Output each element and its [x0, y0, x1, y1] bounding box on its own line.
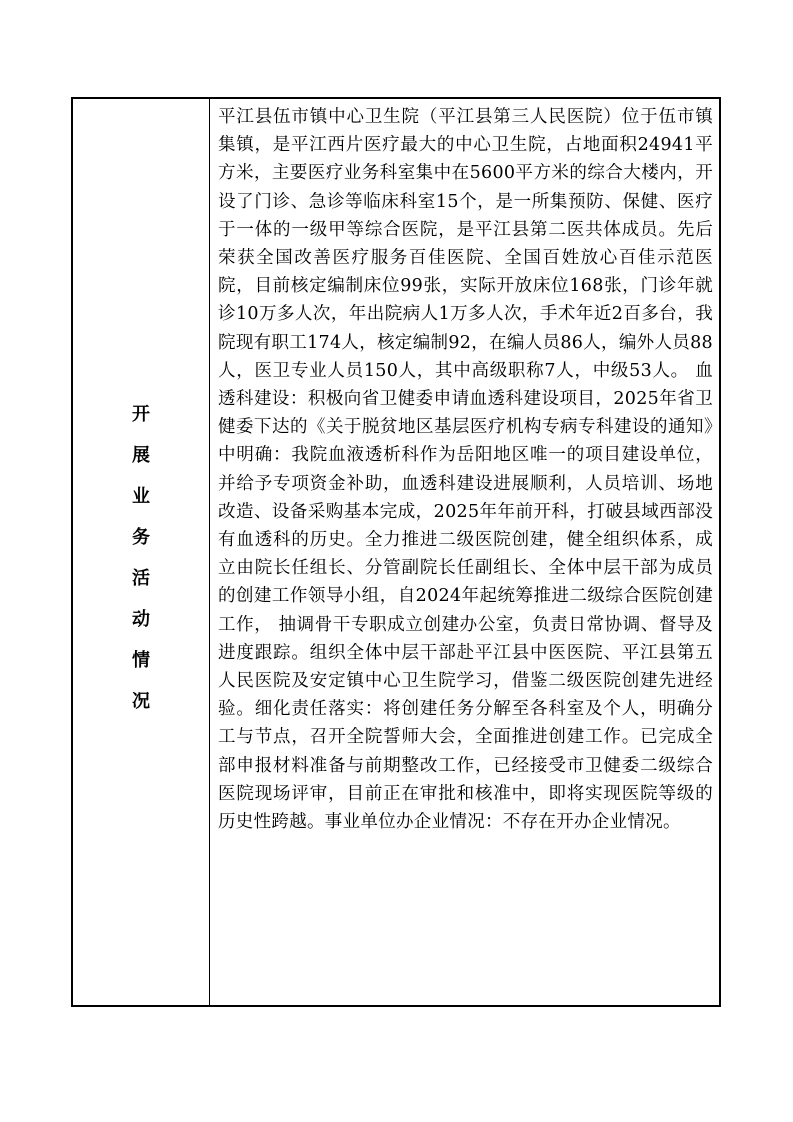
label-char: 开 [132, 404, 150, 425]
label-char: 业 [132, 486, 150, 507]
report-table [71, 97, 721, 1007]
section-label [132, 394, 150, 722]
section-label-cell [73, 99, 210, 1005]
section-content-cell [210, 99, 719, 1005]
label-char: 展 [132, 445, 150, 466]
label-char: 况 [132, 691, 150, 712]
label-char: 情 [132, 650, 150, 671]
label-char: 务 [132, 527, 150, 548]
label-char: 活 [132, 568, 150, 589]
section-content-text: 平江县伍市镇中心卫生院（平江县第三人民医院）位于伍市镇集镇，是平江西片医疗最大的中心卫生院，占地面积24941平方米，主要医疗业务科室集中在5600平方米的综合大楼内，开设了门诊、急诊等临床科室15个，是一所集预防、保健、医疗于一体的一级甲等综合医院，是平江县第二医共体成员。先后荣获全国改善医疗服务百佳医院、全国百姓放心百佳示范医院，目前核定编制床位99张，实际开放床位168张，门诊年就诊10万多人次，年出院病人1万多人次，手术年近2百多台，我院现有职工174人，核定编制92，在编人员86人，编外人员88人，医卫专业人员150人，其中高级职称7人，中级53人。 血透科建设：积极向省卫健委申请血透科建设项目，2025年省卫健委下达的《关于脱贫地区基层医疗机构专病专科建设的通知》中明确：我院血液透析科作为岳阳地区唯一的项目建设单位，并给予专项资金补助，血透科建设进展顺利，人员培训、场地改造、设备采购基本完成，2025年年前开科，打破县域西部没有血透科的历史。全力推进二级医院创建，健全组织体系，成立由院长任组长、分管副院长任副组长、全体中层干部为成员的创建工作领导小组，自2024年起统筹推进二级综合医院创建工作， 抽调骨干专职成立创建办公室，负责日常协调、督导及进度跟踪。组织全体中层干部赴平江县中医医院、平江县第五人民医院及安定镇中心卫生院学习，借鉴二级医院创建先进经验。细化责任落实：将创建任务分解至各科室及个人，明确分工与节点，召开全院誓师大会，全面推进创建工作。已完成全部申报材料准备与前期整改工作，已经接受市卫健委二级综合医院现场评审，目前正在审批和核准中，即将实现医院等级的历史性跨越。事业单位办企业情况：不存在开办企业情况。 [218, 107, 713, 833]
label-char: 动 [132, 609, 150, 630]
